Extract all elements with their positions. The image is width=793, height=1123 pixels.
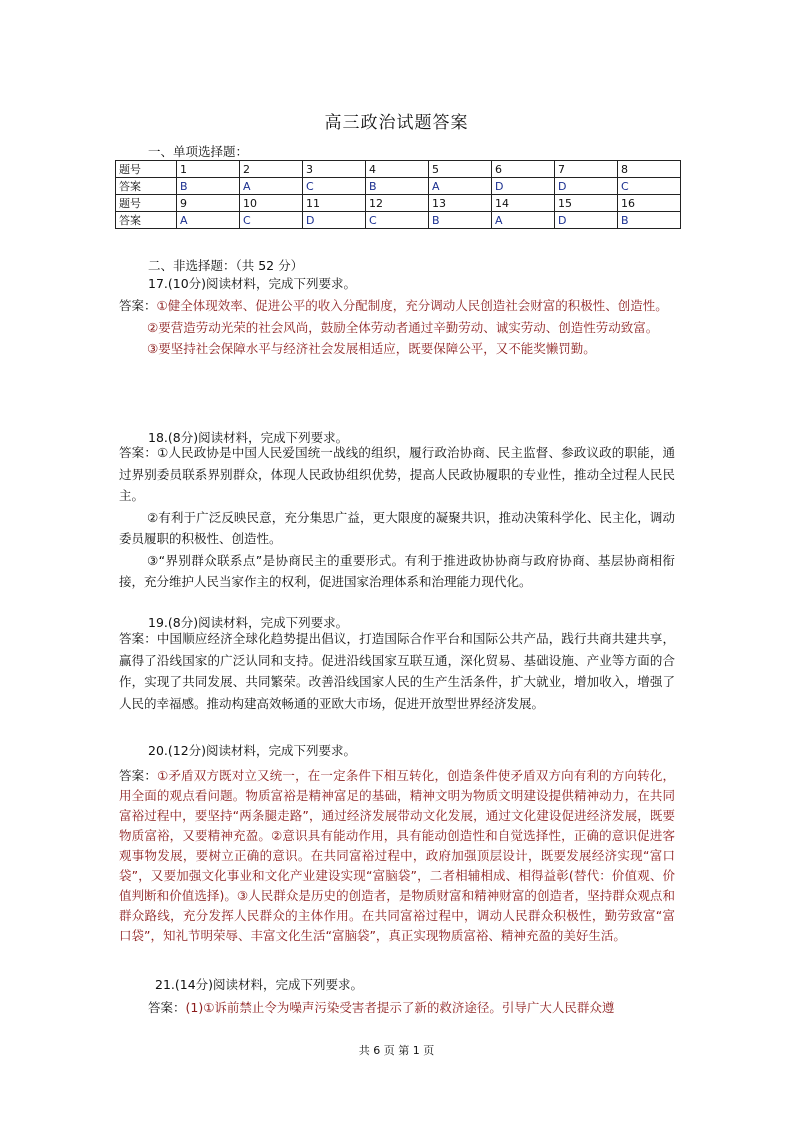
section-1-heading: 一、单项选择题： (148, 144, 249, 159)
answer-point: 中国顺应经济全球化趋势提出倡议，打造国际合作平台和国际公共产品，践行共商共建共享，赢得了沿线国家的广泛认同和支持。促进沿线国家互联互通，深化贸易、基础设施、产业等方面的合作，实现了共同发展、共同繁荣。改善沿线国家人民的生产生活条件，扩大就业，增加收入，增强了人民的幸福感。推动构建高效畅通的亚欧大市场，促进开放型世界经济发展。 (119, 631, 675, 711)
question-number: 9 (177, 195, 240, 212)
question-20-answer (119, 766, 675, 946)
answer-table (115, 160, 681, 229)
question-20-prompt: 20.(12分)阅读材料，完成下列要求。 (148, 743, 357, 758)
answer-point: ①人民政协是中国人民爱国统一战线的组织，履行政治协商、民主监督、参政议政的职能，通过界别委员联系界别群众，体现人民政协组织优势，提高人民政协履职的专业性，推动全过程人民民主。 (119, 445, 675, 503)
answer-point: ①矛盾双方既对立又统一，在一定条件下相互转化，创造条件使矛盾双方向有利的方向转化，用全面的观点看问题。物质富裕是精神富足的基础，精神文明为物质文明建设提供精神动力，在共同富裕过程中，要坚持“两条腿走路”，通过经济发展带动文化发展，通过文化建设促进经济发展，既要物质富裕，又要精神充盈。②意识具有能动作用，具有能动创造性和自觉选择性，正确的意识促进客观事物发展，要树立正确的意识。在共同富裕过程中，政府加强顶层设计，既要发展经济实现“富口袋”，又要加强文化事业和文化产业建设实现“富脑袋”，二者相辅相成、相得益彰(替代：价值观、价值判断和价值选择)。③人民群众是历史的创造者，是物质财富和精神财富的创造者，坚持群众观点和群众路线，充分发挥人民群众的主体作用。在共同富裕过程中，调动人民群众积极性，勤劳致富“富口袋”，知礼节明荣辱、丰富文化生活“富脑袋”，真正实现物质富裕、精神充盈的美好生活。 (119, 768, 675, 943)
question-19-answer (119, 628, 675, 714)
answer-point: ②要营造劳动光荣的社会风尚，鼓励全体劳动者通过辛勤劳动、诚实劳动、创造性劳动致富。 (147, 319, 659, 335)
section-2-heading: 二、非选择题：（共 52 分） (148, 258, 304, 273)
question-number: 6 (492, 161, 555, 178)
answer-value: B (429, 212, 492, 229)
answer-label: 答案： (148, 1000, 186, 1015)
question-17-prompt: 17.(10分)阅读材料，完成下列要求。 (148, 276, 357, 291)
question-number: 16 (618, 195, 681, 212)
question-number: 7 (555, 161, 618, 178)
question-number: 5 (429, 161, 492, 178)
answer-value: B (177, 178, 240, 195)
answer-value: A (429, 178, 492, 195)
row-label: 答案 (116, 178, 177, 195)
answer-value: C (240, 212, 303, 229)
answer-value: D (492, 178, 555, 195)
answer-point: ③“界别群众联系点”是协商民主的重要形式。有利于推进政协协商与政府协商、基层协商相衔接，充分维护人民当家作主的权利，促进国家治理体系和治理能力现代化。 (119, 552, 675, 589)
answer-value: C (618, 178, 681, 195)
question-number: 12 (366, 195, 429, 212)
answer-value: A (240, 178, 303, 195)
answer-label: 答案： (119, 768, 158, 783)
question-number: 11 (303, 195, 366, 212)
question-18-prompt: 18.(8分)阅读材料，完成下列要求。 (148, 430, 349, 445)
question-21-prompt: 21.(14分)阅读材料，完成下列要求。 (155, 977, 364, 992)
answer-value: D (555, 178, 618, 195)
answer-value: C (366, 212, 429, 229)
answer-point: ②有利于广泛反映民意，充分集思广益，更大限度的凝聚共识，推动决策科学化、民主化，调动委员履职的积极性、创造性。 (119, 509, 675, 546)
question-number: 13 (429, 195, 492, 212)
row-label: 题号 (116, 195, 177, 212)
answer-point: ①健全体现效率、促进公平的收入分配制度，充分调动人民创造社会财富的积极性、创造性。 (156, 298, 668, 313)
question-19-prompt: 19.(8分)阅读材料，完成下列要求。 (148, 615, 349, 630)
question-21-answer (148, 997, 678, 1019)
question-number: 8 (618, 161, 681, 178)
answer-value: B (618, 212, 681, 229)
table-row (116, 161, 681, 178)
question-18-answer (119, 442, 675, 593)
question-number: 15 (555, 195, 618, 212)
page-footer: 共 6 页 第 1 页 (358, 1044, 435, 1057)
answer-value: A (492, 212, 555, 229)
question-number: 3 (303, 161, 366, 178)
question-number: 10 (240, 195, 303, 212)
row-label: 题号 (116, 161, 177, 178)
table-row (116, 195, 681, 212)
answer-label: 答案： (119, 298, 157, 313)
question-number: 14 (492, 195, 555, 212)
answer-point: (1)①诉前禁止令为噪声污染受害者提示了新的救济途径。引导广大人民群众遵 (185, 1000, 615, 1015)
question-number: 4 (366, 161, 429, 178)
table-row (116, 212, 681, 229)
table-row (116, 178, 681, 195)
question-number: 1 (177, 161, 240, 178)
row-label: 答案 (116, 212, 177, 229)
answer-value: A (177, 212, 240, 229)
answer-value: C (303, 178, 366, 195)
answer-label: 答案： (119, 445, 158, 460)
answer-value: B (366, 178, 429, 195)
answer-label: 答案： (119, 631, 157, 646)
page-title: 高三政治试题答案 (324, 113, 469, 133)
question-number: 2 (240, 161, 303, 178)
answer-point: ③要坚持社会保障水平与经济社会发展相适应，既要保障公平，又不能奖懒罚勤。 (147, 341, 596, 356)
question-17-answer (119, 295, 675, 360)
answer-value: D (303, 212, 366, 229)
answer-value: D (555, 212, 618, 229)
